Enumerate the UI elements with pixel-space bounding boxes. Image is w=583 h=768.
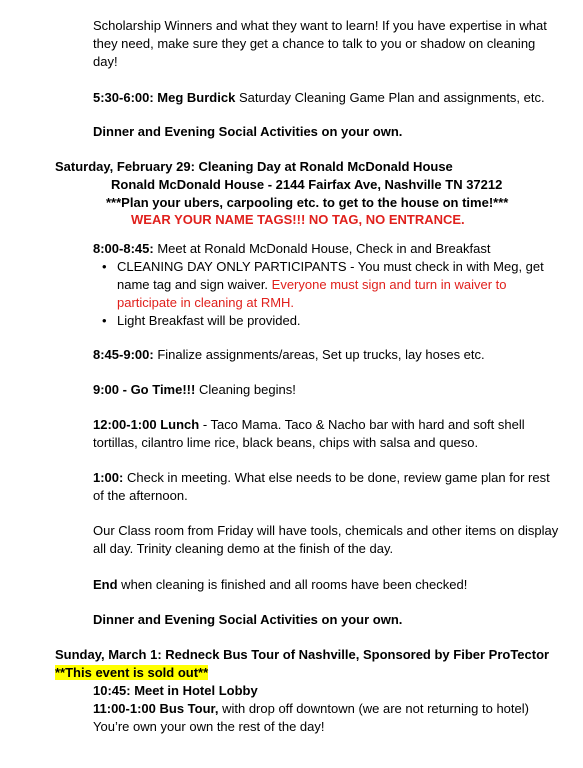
- meg-time: 5:30-6:00: Meg Burdick: [93, 90, 236, 105]
- finalize-entry: 8:45-9:00: Finalize assignments/areas, Set up trucks, lay hoses etc.: [93, 347, 485, 362]
- checkin-bullet-list: [93, 258, 563, 330]
- checkin-time: 8:00-8:45:: [93, 241, 154, 256]
- intro-paragraph: Scholarship Winners and what they want to learn! If you have expertise in what they need, make sure they get a chance to talk to you or shadow on cleaning day!: [93, 18, 547, 69]
- end-entry: End when cleaning is finished and all rooms have been checked!: [93, 577, 468, 592]
- rmh-address: Ronald McDonald House - 2144 Fairfax Ave, Nashville TN 37212: [111, 177, 503, 192]
- plan-rides-note: ***Plan your ubers, carpooling etc. to get to the house on time!***: [106, 195, 509, 210]
- bullet-icon: •: [102, 313, 107, 328]
- bullet-icon: •: [102, 259, 107, 274]
- hotel-lobby-entry: 10:45: Meet in Hotel Lobby: [93, 683, 258, 698]
- sunday-heading: Sunday, March 1: Redneck Bus Tour of Nashville, Sponsored by Fiber ProTector: [55, 647, 550, 662]
- checkin-entry: 8:00-8:45: Meet at Ronald McDonald House, Check in and Breakfast • CLEANING DAY ONLY PARTICIPANTS - You must check in with Meg, get name tag and sign waiver. Everyone must sign and turn in waiver to participate in cleaning at RMH. • Light Breakfast will be provided.: [93, 240, 563, 330]
- list-item: • CLEANING DAY ONLY PARTICIPANTS - You must check in with Meg, get name tag and sign waiver. Everyone must sign and turn in waiver to participate in cleaning at RMH.: [102, 259, 544, 310]
- saturday-heading: Saturday, February 29: Cleaning Day at Ronald McDonald House: [55, 159, 453, 174]
- meg-burdick-entry: 5:30-6:00: Meg Burdick Saturday Cleaning Game Plan and assignments, etc.: [93, 90, 545, 105]
- check-in-meeting-entry: 1:00: Check in meeting. What else needs to be done, review game plan for rest of the afternoon.: [93, 470, 550, 503]
- go-time-entry: 9:00 - Go Time!!! Cleaning begins!: [93, 382, 296, 397]
- name-tag-warning: WEAR YOUR NAME TAGS!!! NO TAG, NO ENTRANCE.: [131, 212, 465, 227]
- dinner-note-2: Dinner and Evening Social Activities on your own.: [93, 612, 403, 627]
- sold-out-badge: **This event is sold out**: [55, 665, 209, 680]
- classroom-note: Our Class room from Friday will have tools, chemicals and other items on display all day. Trinity cleaning demo at the finish of the day.: [93, 523, 559, 556]
- list-item: • Light Breakfast will be provided.: [102, 313, 301, 328]
- rest-of-day-note: You’re own your own the rest of the day!: [93, 719, 325, 734]
- bus-tour-entry: 11:00-1:00 Bus Tour, with drop off downtown (we are not returning to hotel): [93, 701, 529, 716]
- lunch-entry: 12:00-1:00 Lunch - Taco Mama. Taco & Nacho bar with hard and soft shell tortillas, cilantro lime rice, black beans, chips with salsa and queso.: [93, 417, 525, 450]
- dinner-note-1: Dinner and Evening Social Activities on your own.: [93, 124, 403, 139]
